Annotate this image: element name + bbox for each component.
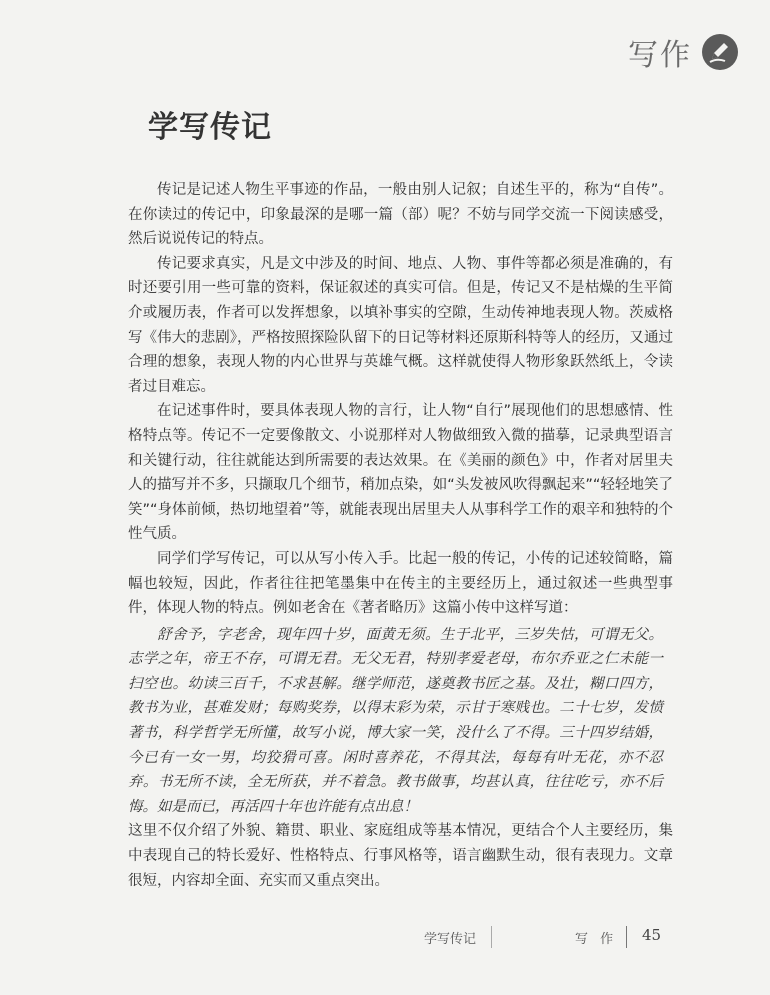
article-body xyxy=(128,178,673,893)
paragraph: 传记是记述人物生平事迹的作品，一般由别人记叙；自述生平的，称为“自传”。在你读过的传记中，印象最深的是哪一篇（部）呢？不妨与同学交流一下阅读感受，然后说说传记的特点。 xyxy=(128,182,673,248)
pencil-badge-icon xyxy=(702,34,738,70)
closing-paragraph: 这里不仅介绍了外貌、籍贯、职业、家庭组成等基本情况，更结合个人主要经历，集中表现自己的特长爱好、性格特点、行事风格等，语言幽默生动，很有表现力。文章很短，内容却全面、充实而又重点突出。 xyxy=(128,823,673,889)
footer-divider xyxy=(626,926,627,948)
footer-chapter: 写 作 xyxy=(575,932,618,947)
chapter-label: 写作 xyxy=(628,38,692,73)
chapter-header xyxy=(628,30,738,74)
quotation-block: 舒舍予，字老舍，现年四十岁，面黄无须。生于北平，三岁失怙，可谓无父。志学之年，帝王不存，可谓无君。无父无君，特别孝爱老母，布尔乔亚之仁未能一扫空也。幼读三百千，不求甚解。继学师范，遂奠教书匠之基。及壮，糊口四方，教书为业，甚难发财；每购奖券，以得末彩为荣，示甘于寒贱也。二十七岁，发愤著书，科学哲学无所懂，故写小说，博大家一笑，没什么了不得。三十四岁结婚，今已有一女一男，均狡猾可喜。闲时喜养花，不得其法，每每有叶无花，亦不忍弃。书无所不读，全无所获，并不着急。教书做事，均甚认真，往往吃亏，亦不后悔。如是而已，再活四十年也许能有点出息！ xyxy=(128,626,663,815)
paragraph: 同学们学写传记，可以从写小传入手。比起一般的传记，小传的记述较简略，篇幅也较短，因此，作者往往把笔墨集中在传主的主要经历上，通过叙述一些典型事件，体现人物的特点。例如老舍在《著者略历》这篇小传中这样写道： xyxy=(128,550,673,617)
page-number: 45 xyxy=(642,926,662,944)
paragraph: 传记要求真实，凡是文中涉及的时间、地点、人物、事件等都必须是准确的，有时还要引用一些可靠的资料，保证叙述的真实可信。但是，传记又不是枯燥的生平简介或履历表，作者可以发挥想象，以填补事实的空隙，生动传神地表现人物。茨威格写《伟大的悲剧》，严格按照探险队留下的日记等材料还原斯科特等人的经历，又通过合理的想象，表现人物的内心世界与英雄气概。这样就使得人物形象跃然纸上，令读者过目难忘。 xyxy=(128,255,673,395)
paragraph: 在记述事件时，要具体表现人物的言行，让人物“自行”展现他们的思想感情、性格特点等。传记不一定要像散文、小说那样对人物做细致入微的描摹，记录典型语言和关键行动，往往就能达到所需要的表达效果。在《美丽的颜色》中，作者对居里夫人的描写并不多，只撷取几个细节，稍加点染，如“头发被风吹得飘起来”“轻轻地笑了笑”“身体前倾，热切地望着”等，就能表现出居里夫人从事科学工作的艰辛和独特的个性气质。 xyxy=(128,403,673,543)
footer-divider xyxy=(491,926,492,948)
page-footer xyxy=(0,924,770,954)
page-title: 学写传记 xyxy=(148,110,272,145)
footer-section-title: 学写传记 xyxy=(424,932,477,947)
